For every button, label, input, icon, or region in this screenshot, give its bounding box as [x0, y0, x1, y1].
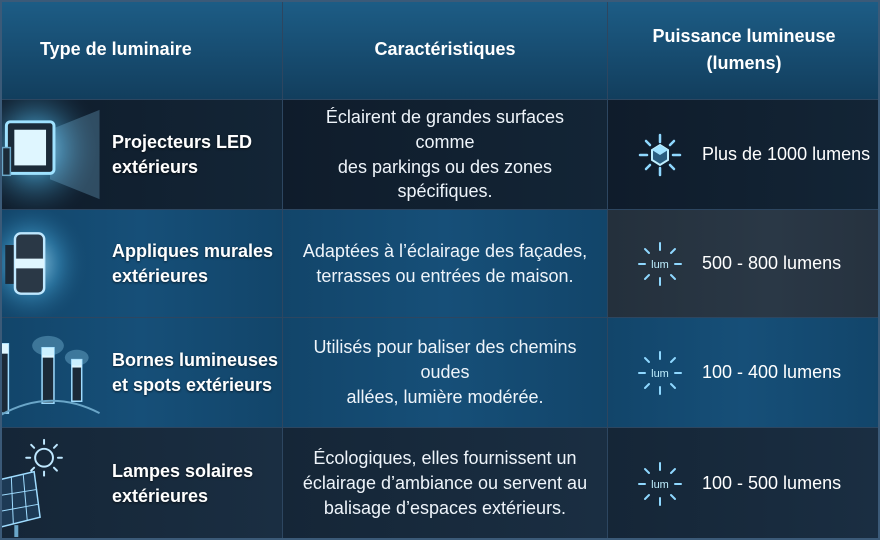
row1-type-line1: Projecteurs LED	[112, 132, 253, 153]
row3-power-cell	[608, 318, 880, 428]
row2-desc-line1: Adaptées à l’éclairage des façades,	[302, 240, 588, 261]
row1-power-value: Plus de 1000 lumens	[702, 144, 871, 164]
row3-lum-badge: lum	[651, 367, 669, 380]
row2-type-cell	[0, 210, 283, 318]
row2-power-cell	[608, 210, 880, 318]
lumen-burst-icon	[636, 349, 684, 397]
wall-light-icon	[0, 210, 100, 317]
row4-type-line2: extérieures	[112, 485, 209, 506]
row2-type-line1: Appliques murales	[112, 241, 274, 262]
header-characteristics	[283, 0, 608, 100]
row2-desc-cell	[283, 210, 608, 318]
row3-desc-cell	[283, 318, 608, 428]
row2-power-value: 500 - 800 lumens	[702, 253, 842, 273]
row4-power-value: 100 - 500 lumens	[702, 473, 842, 493]
row4-desc-line1: Écologiques, elles fournissent un	[313, 448, 577, 469]
row1-power-cell	[608, 100, 880, 210]
header-luminous-power	[608, 0, 880, 100]
lumen-burst-icon	[636, 460, 684, 508]
row1-desc-cell	[283, 100, 608, 210]
header-power-line1: Puissance lumineuse	[652, 26, 836, 47]
row2-desc-line2: terrasses ou entrées de maison.	[316, 265, 574, 286]
header-power-line2: (lumens)	[706, 52, 782, 73]
row2-type-line2: extérieures	[112, 265, 209, 286]
row3-power-value: 100 - 400 lumens	[702, 362, 842, 382]
light-burst-icon	[636, 131, 684, 179]
row4-desc-line3: balisage d’espaces extérieurs.	[323, 497, 567, 518]
row3-type-cell	[0, 318, 283, 428]
row4-type-line1: Lampes solaires	[112, 461, 254, 482]
lumen-burst-icon	[636, 240, 684, 288]
row4-desc-line2: éclairage d’ambiance ou servent au	[302, 473, 588, 494]
row3-desc-line2: allées, lumière modérée.	[346, 386, 544, 407]
row1-type-cell	[0, 100, 283, 210]
row3-desc-line1: Utilisés pour baliser des chemins oudes	[313, 337, 577, 383]
row1-type-line2: extérieurs	[112, 156, 199, 177]
row4-power-cell	[608, 428, 880, 540]
header-type-label: Type de luminaire	[40, 39, 192, 60]
floodlight-icon	[0, 100, 100, 209]
row1-desc-line2: des parkings ou des zones spécifiques.	[337, 156, 553, 202]
row3-type-line2: et spots extérieurs	[112, 374, 273, 395]
row4-type-cell	[0, 428, 283, 540]
solar-lamp-icon	[0, 428, 100, 539]
row2-lum-badge: lum	[651, 258, 669, 271]
row3-type-line1: Bornes lumineuses	[112, 350, 279, 371]
header-char-label: Caractéristiques	[374, 39, 516, 60]
row4-lum-badge: lum	[651, 478, 669, 491]
header-type-of-luminaire	[0, 0, 283, 100]
row4-desc-cell	[283, 428, 608, 540]
row1-desc-line1: Éclairent de grandes surfaces comme	[325, 106, 565, 152]
bollard-light-icon	[0, 318, 100, 427]
